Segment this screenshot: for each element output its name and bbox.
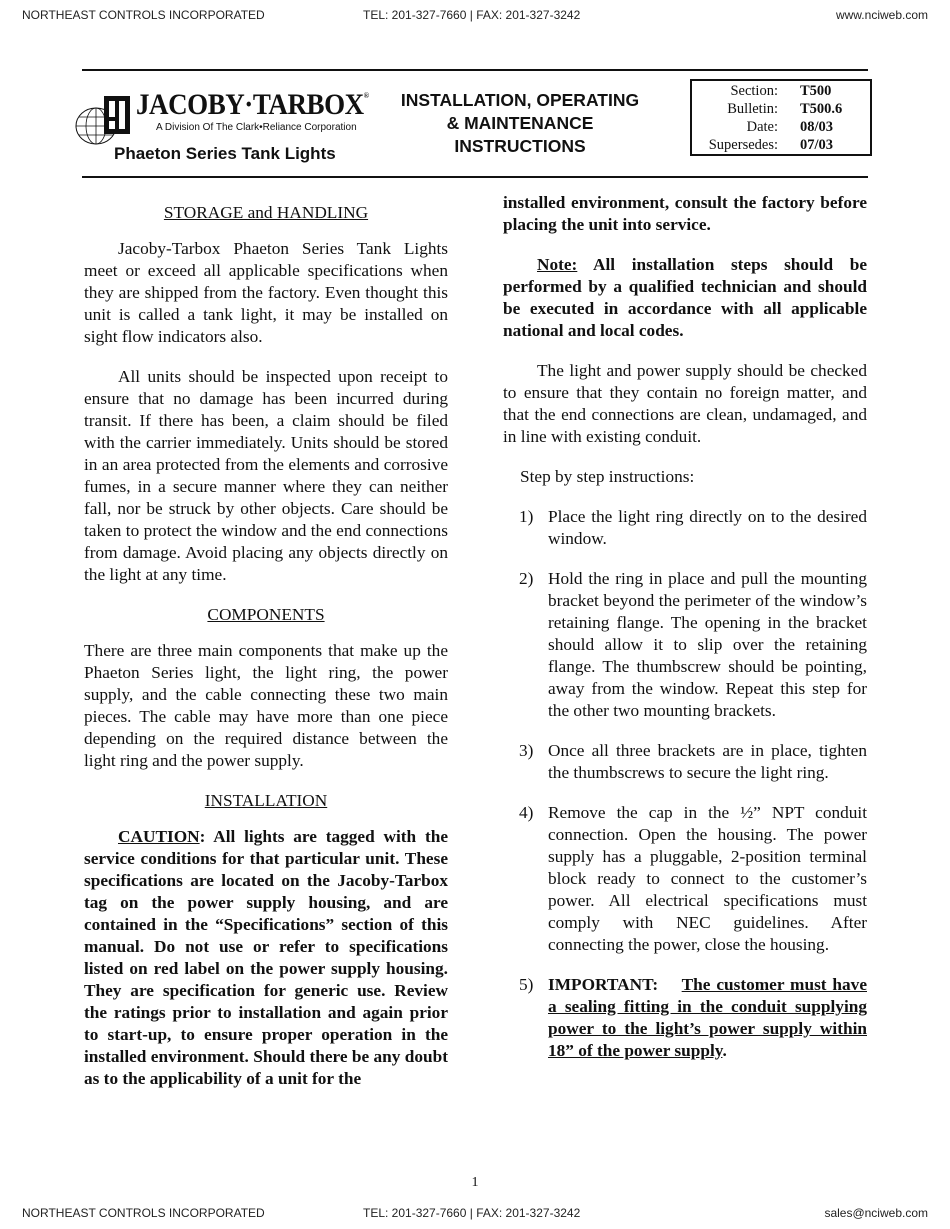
caution-label: CAUTION <box>118 827 200 846</box>
list-item <box>503 802 867 956</box>
section-label: Section: <box>730 83 778 99</box>
right-column <box>503 192 867 1080</box>
top-company-name: NORTHEAST CONTROLS INCORPORATED <box>22 8 265 22</box>
header-top-rule <box>82 69 868 71</box>
step-text: Once all three brackets are in place, tighten the thumbscrews to secure the light ring. <box>548 741 867 782</box>
installation-heading: INSTALLATION <box>204 791 328 810</box>
step-number: 1) <box>519 507 534 526</box>
supersedes-value: 07/03 <box>800 137 834 153</box>
components-paragraph: There are three main components that make up the Phaeton Series light, the light ring, the power supply, and the cable connecting these two main pieces. The cable may have more than one piece depending on the required distance between the light ring and the power supply. <box>84 641 448 770</box>
step-text: Remove the cap in the ½” NPT conduit connection. Open the housing. The power supply has a pluggable, 2-position terminal block ready to connect to the customer’s power. All electrical specifications must comply with NEC guidelines. After connecting the power, close the housing. <box>548 803 867 954</box>
info-row-date <box>692 119 870 137</box>
brand-name <box>136 88 369 122</box>
steps-list <box>503 506 867 1062</box>
bottom-company-name: NORTHEAST CONTROLS INCORPORATED <box>22 1206 265 1220</box>
info-row-bulletin <box>692 101 870 119</box>
caution-paragraph <box>84 826 448 1090</box>
important-end: . <box>722 1041 727 1060</box>
step-number: 4) <box>519 803 534 822</box>
bottom-contact-bar <box>0 1206 950 1226</box>
brand-name-text: JACOBY·TARBOX <box>136 88 364 121</box>
bulletin-value: T500.6 <box>800 101 843 117</box>
bottom-phone-fax: TEL: 201-327-7660 | FAX: 201-327-3242 <box>363 1206 581 1220</box>
date-label: Date: <box>746 119 778 135</box>
info-row-section <box>692 83 870 101</box>
important-label: IMPORTANT: <box>548 975 659 994</box>
division-tagline: A Division Of The Clark•Reliance Corporation <box>156 122 357 133</box>
storage-paragraph-1: Jacoby-Tarbox Phaeton Series Tank Lights meet or exceed all applicable specifications when they are shipped from the factory. Even thought this unit is called a tank light, it may be installed on sight flow indicators also. <box>84 239 448 346</box>
storage-paragraph-2: All units should be inspected upon receipt to ensure that no damage has been incurred during transit. If there has been, a claim should be filed with the carrier immediately. Units should be stored in an area protected from the elements and corrosive fumes, in a secure manner where they can neither fall, nor be struck by other objects. Care should be taken to protect the window and the end connections from damage. Avoid placing any objects directly on the light at any time. <box>84 367 448 584</box>
note-paragraph <box>503 254 867 342</box>
list-item <box>503 506 867 550</box>
components-heading: COMPONENTS <box>207 605 325 624</box>
step-number: 3) <box>519 741 534 760</box>
caution-colon: : <box>199 827 206 846</box>
left-column <box>84 202 448 1108</box>
caution-continued: installed environment, consult the factory before placing the unit into service. <box>503 193 867 234</box>
page-number: 1 <box>471 1175 479 1190</box>
list-item <box>503 568 867 722</box>
bulletin-label: Bulletin: <box>727 101 778 117</box>
step-text: Hold the ring in place and pull the mounting bracket beyond the perimeter of the window’s retaining flange. The opening in the bracket should allow it to slip over the retaining flange. The thumbscrew should be pointing, away from the window. Repeat this step for the other two mounting brackets. <box>548 569 867 720</box>
step-number: 5) <box>519 975 534 994</box>
inspection-paragraph: The light and power supply should be checked to ensure that they contain no foreign matter, and that the end connections are clean, undamaged, and in line with existing conduit. <box>503 361 867 446</box>
top-phone-fax: TEL: 201-327-7660 | FAX: 201-327-3242 <box>363 8 581 22</box>
step-text: Place the light ring directly on to the desired window. <box>548 507 867 548</box>
date-value: 08/03 <box>800 119 834 135</box>
info-row-supersedes <box>692 137 870 155</box>
title-line-1: INSTALLATION, OPERATING <box>400 90 640 110</box>
list-item-important <box>503 974 867 1062</box>
brand-logo-block <box>74 88 404 168</box>
bottom-email-link[interactable]: sales@nciweb.com <box>824 1206 928 1220</box>
supersedes-label: Supersedes: <box>708 137 778 153</box>
steps-lead: Step by step instructions: <box>520 467 695 486</box>
product-series-title: Phaeton Series Tank Lights <box>114 144 336 163</box>
section-value: T500 <box>800 83 832 99</box>
header-bottom-rule <box>82 176 868 178</box>
top-contact-bar <box>0 8 950 28</box>
title-line-3: INSTRUCTIONS <box>454 136 586 156</box>
registered-mark: ® <box>363 91 369 100</box>
caution-text: All lights are tagged with the service conditions for that particular unit. These specifications are located on the Jacoby-Tarbox tag on the power supply housing, and are contained in the “Specifications” section of this manual. Do not use or refer to specifications listed on red label on the power supply housing. They are specification for generic use. Review the ratings prior to installation and again prior to start-up, to ensure proper operation in the installed environment. Should there be any doubt as to the applicability of a unit for the <box>84 827 448 1088</box>
important-text: The customer must have a sealing fitting in the conduit supplying power to the light’s power supply within 18” of the power supply <box>548 975 867 1060</box>
document-title <box>400 89 640 158</box>
globe-logo-icon <box>74 92 136 148</box>
list-item <box>503 740 867 784</box>
top-website-link[interactable]: www.nciweb.com <box>835 8 928 22</box>
step-number: 2) <box>519 569 534 588</box>
storage-heading: STORAGE and HANDLING <box>163 203 369 222</box>
note-text: All installation steps should be performed by a qualified technician and should be executed in accordance with all applicable national and local codes. <box>503 255 867 340</box>
document-info-box <box>690 79 872 156</box>
title-line-2: & MAINTENANCE <box>446 113 594 133</box>
note-label: Note: <box>537 255 578 274</box>
